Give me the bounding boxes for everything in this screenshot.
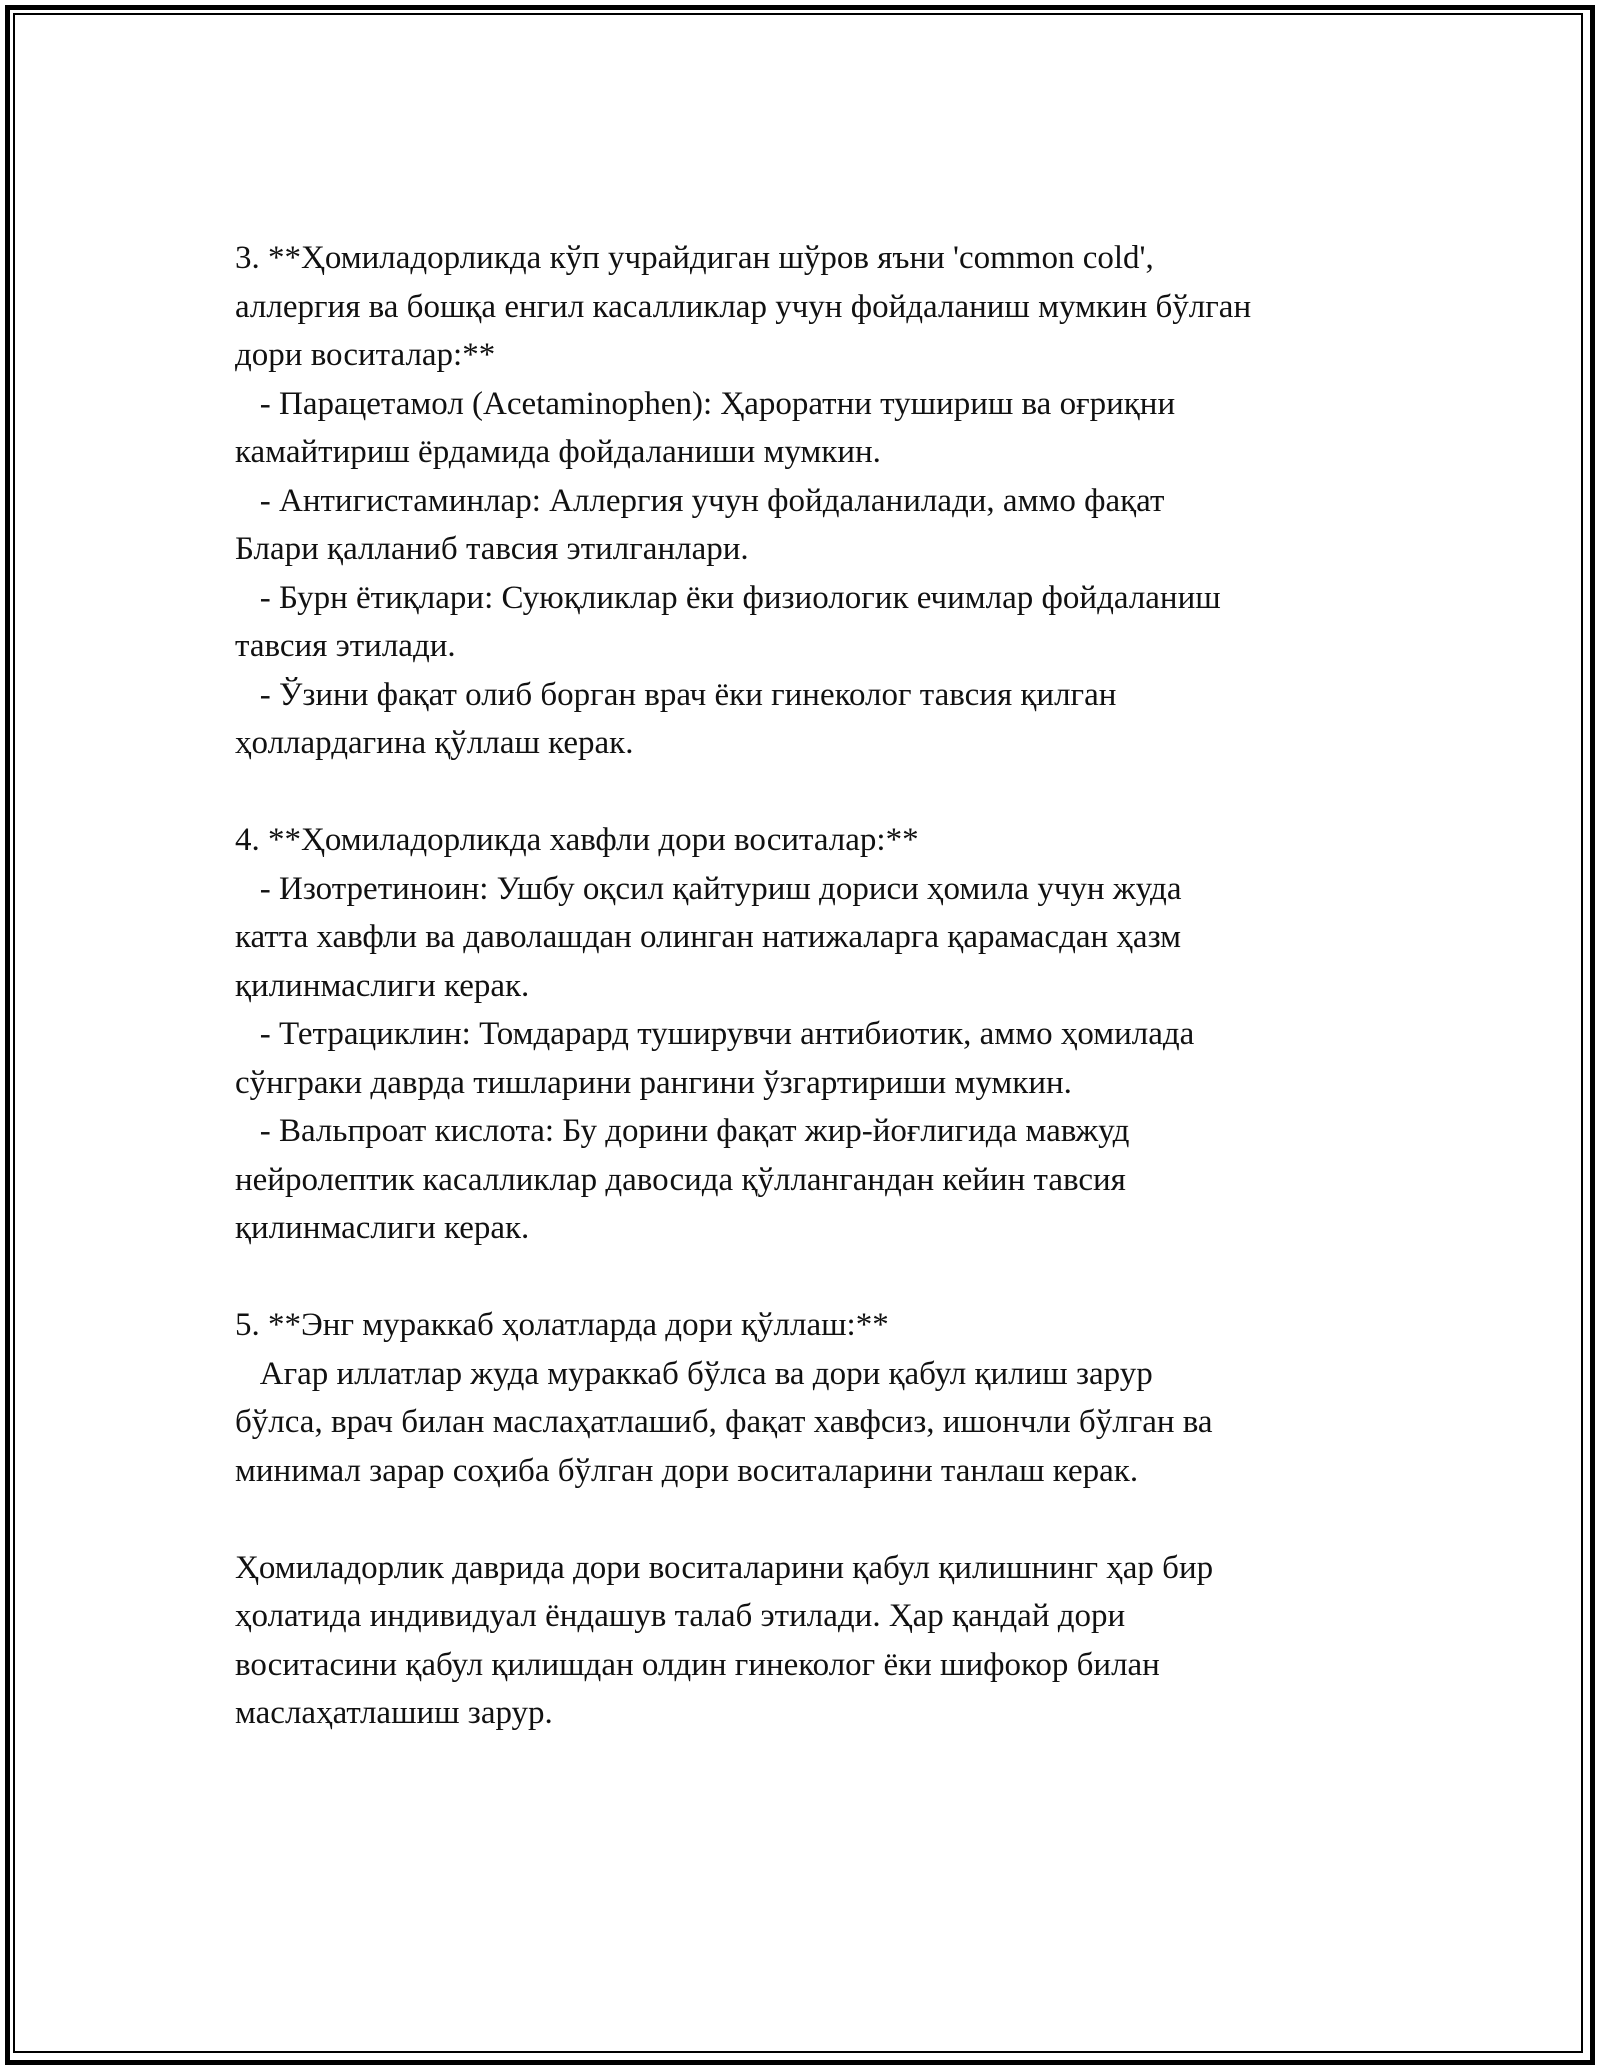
- list-item-valproic-acid: - Вальпроат кислота: Бу дорини фақат жир-йоғлигида мавжуд: [235, 1113, 1130, 1149]
- section-3-heading-line: аллергия ва бошқа енгил касалликлар учун фойдаланиш мумкин бўлган: [235, 288, 1252, 325]
- list-item-isotretinoin: катта хавфли ва даволашдан олинган натижаларга қарамасдан ҳазм: [235, 919, 1182, 955]
- list-item-paracetamol: камайтириш ёрдамида фойдаланиши мумкин.: [235, 434, 881, 470]
- list-item-antihistamines: - Антигистаминлар: Аллергия учун фойдаланилади, аммо фақат: [235, 482, 1165, 519]
- conclusion-paragraph: [235, 1544, 1415, 1738]
- section-5-body-line: минимал зарар соҳиба бўлган дори воситаларини танлаш керак.: [235, 1452, 1139, 1489]
- paragraph-gap: [235, 1253, 1415, 1302]
- paragraph-gap: [235, 768, 1415, 817]
- paragraph-gap: [235, 1495, 1415, 1544]
- list-item-nasal-drops: тавсия этилади.: [235, 628, 456, 664]
- section-5: [235, 1301, 1415, 1495]
- list-item-antihistamines: Блари қалланиб тавсия этилганлари.: [235, 531, 749, 567]
- document-body: [235, 234, 1415, 1738]
- conclusion-line: маслаҳатлашиш зарур.: [235, 1695, 553, 1731]
- conclusion-line: ҳолатида индивидуал ёндашув талаб этилади. Ҳар қандай дори: [235, 1598, 1126, 1634]
- list-item-isotretinoin: - Изотретиноин: Ушбу оқсил қайтуриш дориси ҳомила учун жуда: [235, 870, 1182, 907]
- section-3-heading-line: 3. **Ҳомиладорликда кўп учрайдиган шўров яъни 'common cold',: [235, 240, 1154, 276]
- section-3: [235, 234, 1415, 768]
- section-5-body-line: бўлса, врач билан маслаҳатлашиб, фақат хавфсиз, ишончли бўлган ва: [235, 1404, 1213, 1440]
- list-item-tetracycline: - Тетрациклин: Томдарард туширувчи антибиотик, аммо ҳомилада: [235, 1016, 1195, 1052]
- section-4: [235, 816, 1415, 1253]
- list-item-tetracycline: сўнграки даврда тишларини рангини ўзгартириши мумкин.: [235, 1064, 1072, 1101]
- list-item-isotretinoin: қилинмаслиги керак.: [235, 967, 530, 1004]
- section-3-heading-line: дори воситалар:**: [235, 337, 496, 373]
- list-item-valproic-acid: қилинмаслиги керак.: [235, 1210, 530, 1246]
- conclusion-line: Ҳомиладорлик даврида дори воситаларини қабул қилишнинг ҳар бир: [235, 1549, 1214, 1586]
- list-item-valproic-acid: нейролептик касалликлар давосида қўллангандан кейин тавсия: [235, 1161, 1126, 1198]
- section-5-body-line: Агар иллатлар жуда мураккаб бўлса ва дори қабул қилиш зарур: [235, 1355, 1153, 1392]
- list-item-nasal-drops: - Бурн ётиқлари: Суюқликлар ёки физиологик ечимлар фойдаланиш: [235, 579, 1221, 616]
- list-item-doctor-advice: ҳоллардагина қўллаш керак.: [235, 725, 634, 761]
- list-item-doctor-advice: - Ўзини фақат олиб борган врач ёки гинеколог тавсия қилган: [235, 676, 1117, 713]
- conclusion-line: воситасини қабул қилишдан олдин гинеколог ёки шифокор билан: [235, 1646, 1160, 1683]
- section-4-heading: 4. **Ҳомиладорликда хавфли дори воситалар:**: [235, 822, 919, 858]
- list-item-paracetamol: - Парацетамол (Acetaminophen): Ҳароратни тушириш ва оғриқни: [235, 385, 1176, 422]
- section-5-heading: 5. **Энг мураккаб ҳолатларда дори қўллаш:**: [235, 1307, 889, 1343]
